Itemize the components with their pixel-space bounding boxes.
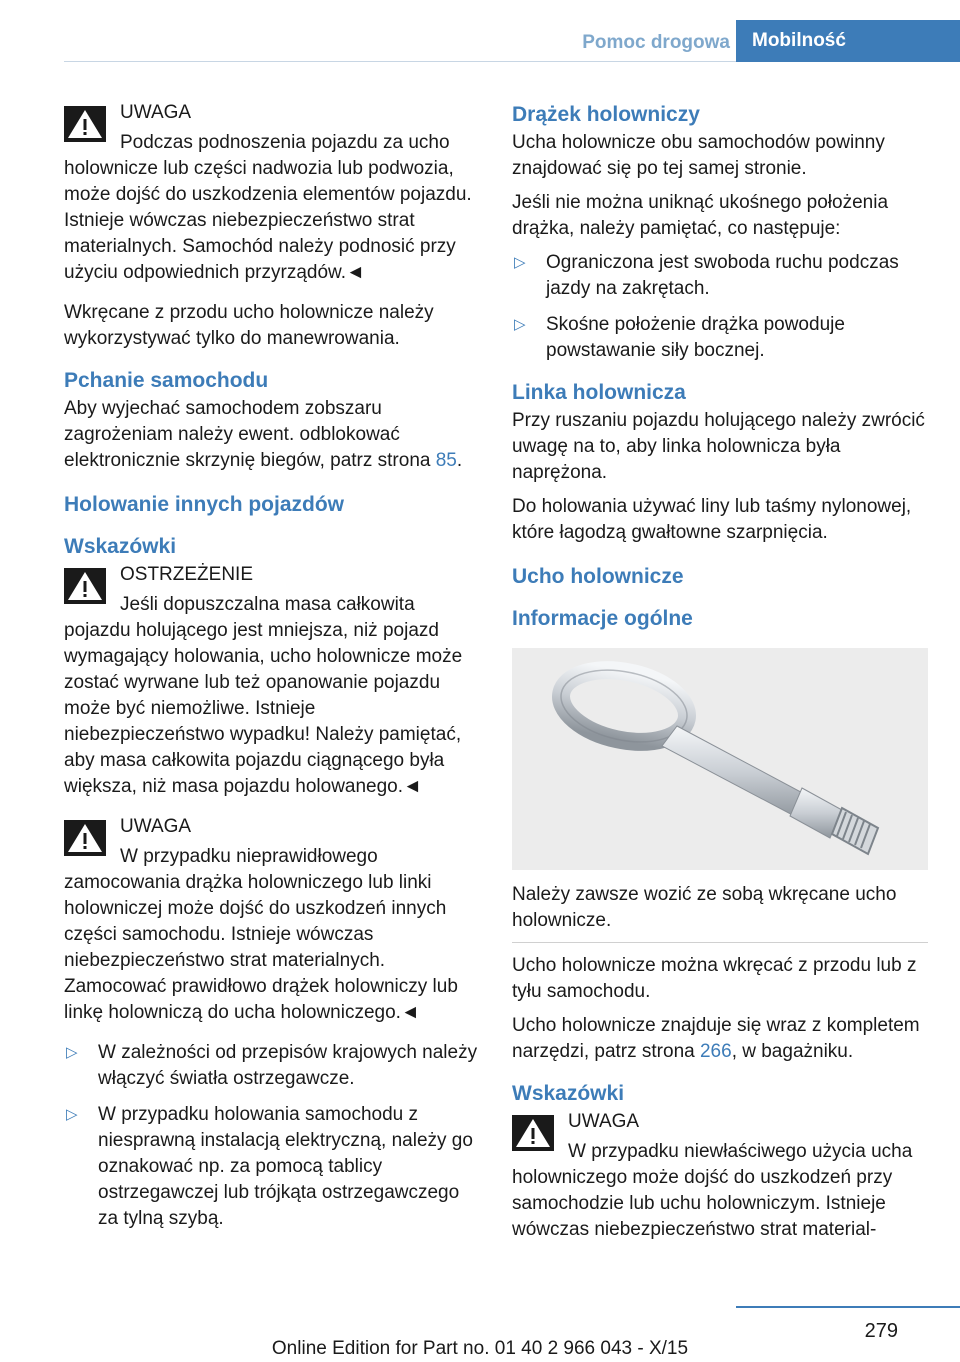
- tow-eye-illustration: [512, 648, 928, 870]
- warning-block: [64, 814, 480, 1026]
- text-span: Ucho holownicze znajduje się wraz z kompletem narzędzi, patrz strona: [512, 1015, 920, 1062]
- page-link[interactable]: 266: [699, 1041, 732, 1062]
- warning-block: [512, 1109, 928, 1243]
- text-span: , w bagażniku.: [731, 1041, 854, 1062]
- page-link[interactable]: 85: [435, 450, 457, 471]
- right-column: [512, 100, 928, 1257]
- warning-triangle-icon: [512, 1115, 554, 1151]
- triangle-bullet-icon: ▷: [66, 1044, 78, 1061]
- warning-text: W przypadku nieprawidłowego zamocowania drążka holowniczego lub linki holowniczej może dojść do uszkodzeń innych części samochodu. Istnieje wówczas niebezpieczeństwo strat materialnych. Zamocować prawidłowo drążek holowniczy lub linkę holowniczą do ucha holowniczego.◄: [64, 846, 458, 1023]
- text-span: Aby wyjechać samochodem zobszaru zagrożeniam należy ewent. odblokować elektronicznie skrzynię biegów, patrz strona: [64, 398, 436, 471]
- tow-eye-image: [512, 648, 928, 870]
- bullet-list: [64, 1040, 480, 1232]
- paragraph: Jeśli nie można uniknąć ukośnego położenia drążka, należy pamiętać, co następuje:: [512, 192, 889, 239]
- heading-tips: Wskazówki: [64, 535, 177, 558]
- paragraph: Ucha holownicze obu samochodów powinny znajdować się po tej samej stronie.: [512, 132, 885, 179]
- warning-title: UWAGA: [120, 816, 192, 837]
- heading-tow-rope: Linka holownicza: [512, 381, 686, 404]
- heading-general-info: Informacje ogólne: [512, 607, 693, 630]
- edition-footer: Online Edition for Part no. 01 40 2 966 043 - X/15: [271, 1338, 689, 1359]
- paragraph: Przy ruszaniu pojazdu holującego należy zwrócić uwagę na to, aby linka holownicza była naprężona.: [512, 410, 925, 483]
- heading-tips: Wskazówki: [512, 1082, 625, 1105]
- paragraph: Należy zawsze wozić ze sobą wkręcane ucho holownicze.: [512, 884, 897, 931]
- bullet-list: [512, 250, 928, 364]
- warning-title: UWAGA: [120, 102, 192, 123]
- paragraph: Ucho holownicze można wkręcać z przodu lub z tyłu samochodu.: [512, 955, 917, 1002]
- list-item-text: W zależności od przepisów krajowych należy włączyć światła ostrzegawcze.: [98, 1042, 478, 1089]
- paragraph: [512, 1013, 928, 1065]
- paragraph-pushing: [64, 396, 480, 474]
- heading-pushing: Pchanie samochodu: [64, 369, 269, 392]
- heading-towing-other: Holowanie innych pojazdów: [64, 493, 345, 516]
- heading-tow-bar: Drążek holowniczy: [512, 103, 700, 126]
- header-divider: [64, 61, 736, 62]
- header-section-title: Pomoc drogowa: [582, 32, 730, 53]
- warning-title: OSTRZEŻENIE: [120, 564, 254, 585]
- triangle-bullet-icon: ▷: [514, 316, 526, 333]
- footer-divider: [736, 1306, 960, 1308]
- list-item: [64, 1040, 480, 1092]
- page-number: 279: [864, 1320, 898, 1342]
- list-item-text: Skośne położenie drążka powoduje powstawanie siły bocznej.: [546, 314, 845, 361]
- paragraph: Wkręcane z przodu ucho holownicze należy wykorzystywać tylko do manewrowania.: [64, 302, 434, 349]
- warning-triangle-icon: [64, 106, 106, 142]
- warning-text: W przypadku niewłaściwego użycia ucha holowniczego może dojść do uszkodzeń przy samochodzie lub uchu holowniczym. Istnieje wówczas niebezpieczeństwo strat material-: [512, 1141, 913, 1240]
- divider: [512, 942, 928, 943]
- warning-text: Jeśli dopuszczalna masa całkowita pojazdu holującego jest mniejsza, niż pojazd wymagający holowania, ucho holownicze może zostać wyrwane lub też opanowanie pojazdu może być niemożliwe. Istnieje niebezpieczeństwo wypadku! Należy pamiętać, aby masa całkowita pojazdu ciągnącego była większa, niż masa pojazdu holowanego.◄: [64, 594, 463, 797]
- warning-text: Podczas podnoszenia pojazdu za ucho holownicze lub części nadwozia lub podwozia, może dojść do uszkodzenia elementów pojazdu. Istnieje wówczas niebezpieczeństwo strat materialnych. Samochód należy podnosić przy użyciu odpowiednich przyrządów.◄: [64, 132, 472, 283]
- triangle-bullet-icon: ▷: [66, 1106, 78, 1123]
- warning-block: [64, 100, 480, 286]
- list-item: [512, 250, 928, 302]
- heading-tow-eye: Ucho holownicze: [512, 565, 684, 588]
- list-item: [64, 1102, 480, 1232]
- triangle-bullet-icon: ▷: [514, 254, 526, 271]
- warning-block: [64, 562, 480, 800]
- paragraph: Do holowania używać liny lub taśmy nylonowej, które łagodzą gwałtowne szarpnięcia.: [512, 496, 912, 543]
- warning-title: UWAGA: [568, 1111, 640, 1132]
- list-item-text: W przypadku holowania samochodu z niesprawną instalacją elektryczną, należy go oznakować np. za pomocą tablicy ostrzegawczej lub trójkąta ostrzegawczego za tylną szybą.: [98, 1104, 473, 1229]
- header-chapter-tab: Mobilność: [736, 20, 960, 62]
- warning-triangle-icon: [64, 820, 106, 856]
- text-span: .: [456, 450, 463, 471]
- list-item: [512, 312, 928, 364]
- warning-triangle-icon: [64, 568, 106, 604]
- list-item-text: Ograniczona jest swoboda ruchu podczas jazdy na zakrętach.: [546, 252, 899, 299]
- page-header: [0, 0, 960, 62]
- left-column: [64, 100, 480, 1242]
